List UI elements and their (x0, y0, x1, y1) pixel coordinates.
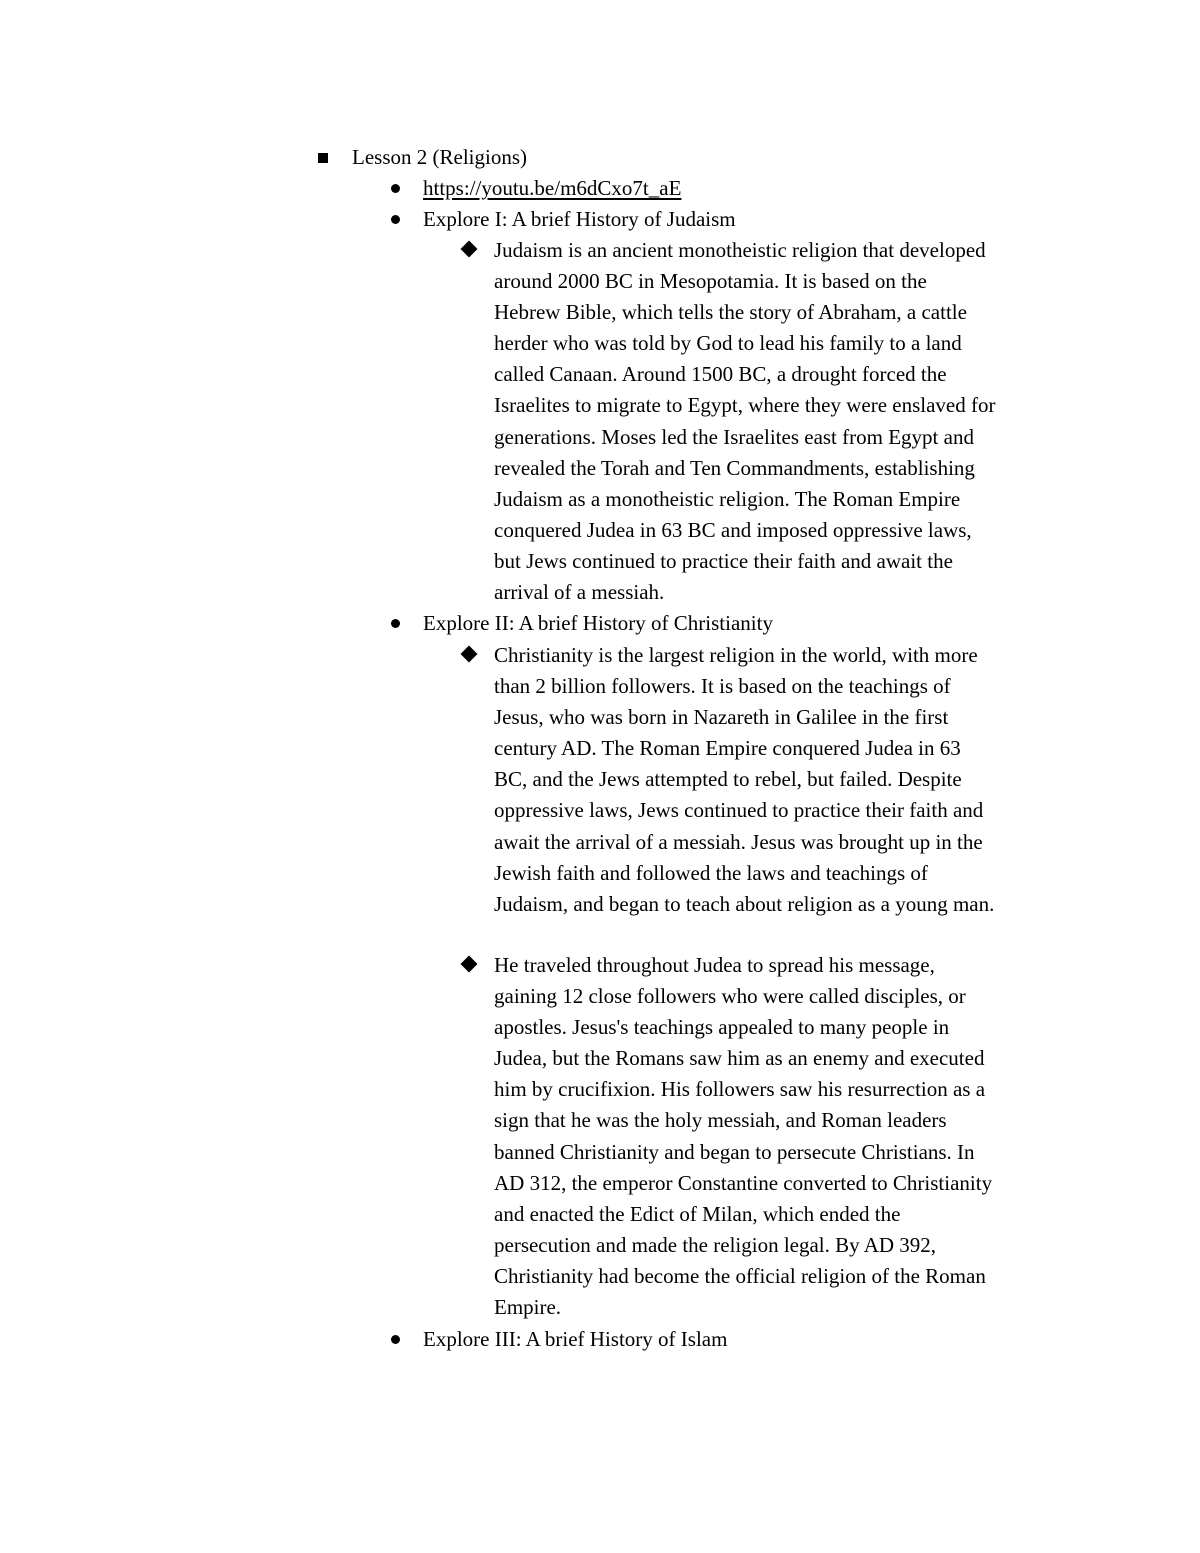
paragraph-line: persecution and made the religion legal. By AD 392, (494, 1232, 937, 1257)
paragraph-line: BC, and the Jews attempted to rebel, but failed. Despite (494, 767, 962, 792)
paragraph-line: Judaism as a monotheistic religion. The Roman Empire (494, 486, 961, 511)
paragraph-line: Empire. (494, 1295, 562, 1320)
paragraph-line: Judaism is an ancient monotheistic religion that developed (494, 238, 986, 262)
diamond-bullet-icon (461, 646, 478, 663)
paragraph-line: generations. Moses led the Israelites east from Egypt and (494, 424, 974, 449)
explore-2-heading: Explore II: A brief History of Christianity (423, 611, 773, 635)
paragraph-line: Jewish faith and followed the laws and teachings of (494, 860, 928, 885)
paragraph-line: await the arrival of a messiah. Jesus was brought up in the (494, 829, 983, 854)
paragraph-line: Israelites to migrate to Egypt, where they were enslaved for (494, 393, 996, 418)
paragraph-line: revealed the Torah and Ten Commandments, establishing (494, 455, 975, 480)
christianity-paragraph-1 (494, 640, 1084, 920)
diamond-bullet-icon (461, 956, 478, 973)
paragraph-line: Judea, but the Romans saw him as an enemy and executed (494, 1046, 985, 1071)
paragraph-line: conquered Judea in 63 BC and imposed oppressive laws, (494, 517, 972, 542)
paragraph-line: but Jews continued to practice their faith and await the (494, 548, 953, 573)
video-link[interactable]: https://youtu.be/m6dCxo7t_aE (423, 176, 682, 200)
round-bullet-icon (391, 619, 400, 628)
paragraph-line: and enacted the Edict of Milan, which ended the (494, 1201, 901, 1226)
lesson-title: Lesson 2 (Religions) (352, 145, 527, 169)
paragraph-line: Christianity had become the official religion of the Roman (494, 1263, 986, 1288)
paragraph-line: arrival of a messiah. (494, 580, 665, 605)
explore-3-heading: Explore III: A brief History of Islam (423, 1327, 728, 1351)
paragraph-line: Judaism, and began to teach about religion as a young man. (494, 891, 995, 916)
round-bullet-icon (391, 184, 400, 193)
paragraph-line: Christianity is the largest religion in the world, with more (494, 643, 978, 667)
paragraph-line: Hebrew Bible, which tells the story of Abraham, a cattle (494, 300, 967, 325)
paragraph-line: called Canaan. Around 1500 BC, a drought forced the (494, 362, 947, 387)
paragraph-line: herder who was told by God to lead his family to a land (494, 331, 962, 356)
paragraph-line: AD 312, the emperor Constantine converted to Christianity (494, 1170, 993, 1195)
christianity-paragraph-2 (494, 950, 1084, 1323)
paragraph-line: oppressive laws, Jews continued to practice their faith and (494, 798, 984, 823)
paragraph-line: him by crucifixion. His followers saw his resurrection as a (494, 1077, 986, 1102)
paragraph-line: around 2000 BC in Mesopotamia. It is based on the (494, 269, 927, 294)
round-bullet-icon (391, 1335, 400, 1344)
paragraph-line: than 2 billion followers. It is based on the teachings of (494, 674, 951, 699)
square-bullet-icon (318, 153, 328, 163)
round-bullet-icon (391, 215, 400, 224)
paragraph-line: century AD. The Roman Empire conquered Judea in 63 (494, 736, 961, 761)
paragraph-line: Jesus, who was born in Nazareth in Galilee in the first (494, 705, 949, 730)
paragraph-line: He traveled throughout Judea to spread his message, (494, 953, 935, 977)
explore-1-heading: Explore I: A brief History of Judaism (423, 207, 736, 231)
paragraph-line: banned Christianity and began to persecute Christians. In (494, 1139, 975, 1164)
judaism-paragraph (494, 235, 1084, 608)
paragraph-line: apostles. Jesus's teachings appealed to many people in (494, 1015, 950, 1040)
diamond-bullet-icon (461, 241, 478, 258)
paragraph-line: sign that he was the holy messiah, and Roman leaders (494, 1108, 947, 1133)
paragraph-line: gaining 12 close followers who were called disciples, or (494, 984, 966, 1009)
